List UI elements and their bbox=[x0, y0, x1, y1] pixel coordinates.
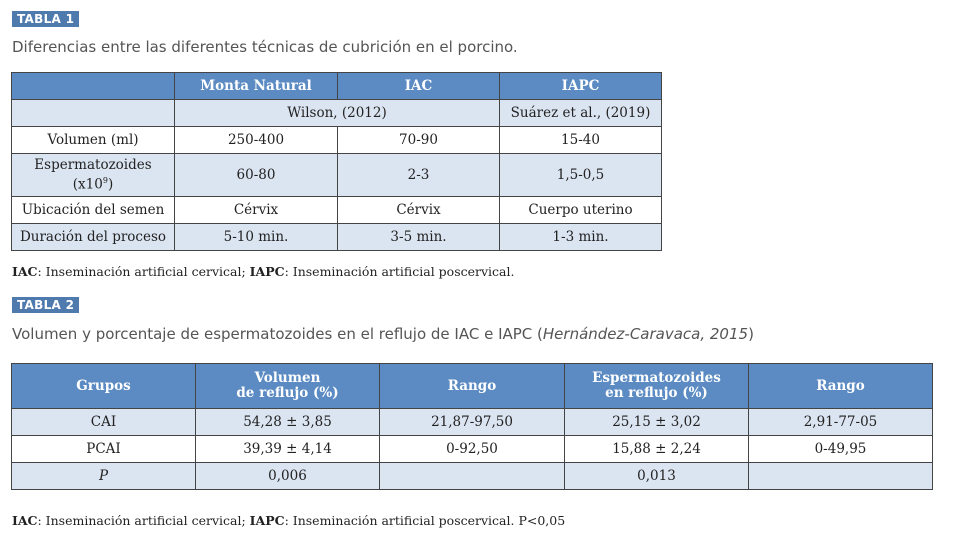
table1-header-row bbox=[12, 73, 662, 100]
note-abbr-iapc: IAPC bbox=[249, 513, 285, 528]
table2-header-rango1: Rango bbox=[380, 364, 565, 409]
cell: Cérvix bbox=[338, 197, 500, 224]
row-label-line1: Espermatozoides bbox=[34, 156, 152, 173]
table2-caption-pre: Volumen y porcentaje de espermatozoides en el reflujo de IAC e IAPC ( bbox=[12, 325, 543, 343]
table2-header-rango2: Rango bbox=[749, 364, 933, 409]
cell: 1,5-0,5 bbox=[500, 154, 662, 197]
table2-header-volumen bbox=[196, 364, 380, 409]
table1-source-suarez: Suárez et al., (2019) bbox=[500, 100, 662, 127]
table2-note bbox=[12, 513, 565, 528]
table1-header-iapc: IAPC bbox=[500, 73, 662, 100]
row-label-sup: 9 bbox=[102, 175, 108, 185]
note-abbr-iapc: IAPC bbox=[249, 264, 285, 279]
cell: Cérvix bbox=[175, 197, 338, 224]
table1-source-row bbox=[12, 100, 662, 127]
cell: 25,15 ± 3,02 bbox=[565, 409, 749, 436]
table1-source-wilson: Wilson, (2012) bbox=[175, 100, 500, 127]
cell: 0-92,50 bbox=[380, 436, 565, 463]
table2-caption-italic: Hernández-Caravaca, 2015 bbox=[542, 325, 749, 343]
table-row bbox=[12, 197, 662, 224]
table1-source-empty bbox=[12, 100, 175, 127]
cell bbox=[749, 463, 933, 490]
table-row bbox=[12, 436, 933, 463]
row-label bbox=[12, 154, 175, 197]
cell: 1-3 min. bbox=[500, 224, 662, 251]
cell: 15-40 bbox=[500, 127, 662, 154]
table1-note bbox=[12, 264, 514, 279]
table-row bbox=[12, 127, 662, 154]
row-label: Volumen (ml) bbox=[12, 127, 175, 154]
cell: 21,87-97,50 bbox=[380, 409, 565, 436]
cell: 250-400 bbox=[175, 127, 338, 154]
table1-caption: Diferencias entre las diferentes técnicas de cubrición en el porcino. bbox=[12, 38, 518, 56]
table1-tag: TABLA 1 bbox=[12, 11, 79, 27]
row-label-line2-pre: (x10 bbox=[72, 176, 103, 193]
cell: 60-80 bbox=[175, 154, 338, 197]
row-label bbox=[12, 463, 196, 490]
cell: 2,91-77-05 bbox=[749, 409, 933, 436]
note-text-iapc: : Inseminación artificial poscervical. P<0,05 bbox=[284, 513, 566, 528]
header-line2: en reflujo (%) bbox=[605, 385, 708, 401]
note-text-iac: : Inseminación artificial cervical; bbox=[37, 513, 250, 528]
table2-tag: TABLA 2 bbox=[12, 297, 79, 313]
table1-header-iac: IAC bbox=[338, 73, 500, 100]
row-label-p: P bbox=[98, 468, 109, 484]
cell: 0,013 bbox=[565, 463, 749, 490]
cell: 3-5 min. bbox=[338, 224, 500, 251]
row-label: Duración del proceso bbox=[12, 224, 175, 251]
table2-header-row bbox=[12, 364, 933, 409]
header-line2: de reflujo (%) bbox=[236, 385, 339, 401]
note-abbr-iac: IAC bbox=[12, 264, 38, 279]
cell: 0,006 bbox=[196, 463, 380, 490]
table1 bbox=[11, 72, 662, 251]
cell: 0-49,95 bbox=[749, 436, 933, 463]
table2 bbox=[11, 363, 933, 490]
table-row bbox=[12, 409, 933, 436]
table-row bbox=[12, 463, 933, 490]
cell: Cuerpo uterino bbox=[500, 197, 662, 224]
table1-header-monta: Monta Natural bbox=[175, 73, 338, 100]
cell: 70-90 bbox=[338, 127, 500, 154]
note-text-iac: : Inseminación artificial cervical; bbox=[37, 264, 250, 279]
table-row bbox=[12, 154, 662, 197]
note-abbr-iac: IAC bbox=[12, 513, 38, 528]
header-line1: Volumen bbox=[254, 370, 321, 386]
row-label-line2-post: ) bbox=[107, 176, 114, 193]
table-row bbox=[12, 224, 662, 251]
note-text-iapc: : Inseminación artificial poscervical. bbox=[284, 264, 515, 279]
row-label: PCAI bbox=[12, 436, 196, 463]
cell: 54,28 ± 3,85 bbox=[196, 409, 380, 436]
cell: 5-10 min. bbox=[175, 224, 338, 251]
table2-caption-post: ) bbox=[748, 325, 754, 343]
cell: 2-3 bbox=[338, 154, 500, 197]
table2-header-grupos: Grupos bbox=[12, 364, 196, 409]
cell: 15,88 ± 2,24 bbox=[565, 436, 749, 463]
row-label: CAI bbox=[12, 409, 196, 436]
table2-header-espermatozoides bbox=[565, 364, 749, 409]
header-line1: Espermatozoides bbox=[592, 370, 721, 386]
cell bbox=[380, 463, 565, 490]
table1-header-empty bbox=[12, 73, 175, 100]
table2-caption bbox=[12, 325, 754, 343]
cell: 39,39 ± 4,14 bbox=[196, 436, 380, 463]
row-label: Ubicación del semen bbox=[12, 197, 175, 224]
